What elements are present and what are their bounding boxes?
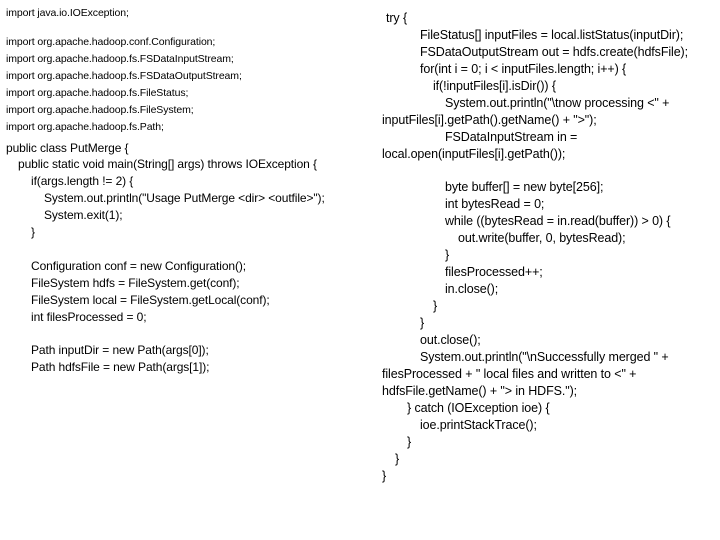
code-line: hdfsFile.getName() + "> in HDFS."); xyxy=(382,384,578,398)
import-line: import org.apache.hadoop.fs.FileSystem; xyxy=(6,104,194,116)
code-line: filesProcessed + " local files and written to <" + xyxy=(382,367,637,381)
code-line: out.write(buffer, 0, bytesRead); xyxy=(458,231,626,245)
code-line: } xyxy=(382,469,387,483)
code-line: byte buffer[] = new byte[256]; xyxy=(445,180,604,194)
import-line: import org.apache.hadoop.fs.FileStatus; xyxy=(6,87,189,99)
code-line: System.out.println("\nSuccessfully merged " + xyxy=(420,350,669,364)
code-line: System.out.println("Usage PutMerge <dir> <outfile>"); xyxy=(44,191,325,205)
code-line: if(args.length != 2) { xyxy=(31,174,134,188)
code-line: } xyxy=(31,225,35,239)
code-line: while ((bytesRead = in.read(buffer)) > 0) { xyxy=(445,214,671,228)
code-line: FSDataInputStream in = xyxy=(445,130,578,144)
code-line: for(int i = 0; i < inputFiles.length; i++) { xyxy=(420,62,627,76)
code-line: System.out.println("\tnow processing <" + xyxy=(445,96,670,110)
code-line: ioe.printStackTrace(); xyxy=(420,418,537,432)
code-line: int filesProcessed = 0; xyxy=(31,310,147,324)
code-line: FileStatus[] inputFiles = local.listStatus(inputDir); xyxy=(420,28,684,42)
code-line: FileSystem local = FileSystem.getLocal(conf); xyxy=(31,293,270,307)
import-line: import org.apache.hadoop.fs.Path; xyxy=(6,121,164,133)
code-line: Path hdfsFile = new Path(args[1]); xyxy=(31,360,210,374)
code-line: Path inputDir = new Path(args[0]); xyxy=(31,343,209,357)
main-method-declaration: public static void main(String[] args) throws IOException { xyxy=(18,157,317,171)
code-line: } xyxy=(420,316,425,330)
code-line: if(!inputFiles[i].isDir()) { xyxy=(433,79,556,93)
import-line: import org.apache.hadoop.fs.FSDataInputStream; xyxy=(6,53,234,65)
code-line: local.open(inputFiles[i].getPath()); xyxy=(382,147,566,161)
code-line: in.close(); xyxy=(445,282,499,296)
code-line: out.close(); xyxy=(420,333,481,347)
code-line: inputFiles[i].getPath().getName() + ">"); xyxy=(382,113,597,127)
code-line: } xyxy=(395,452,400,466)
import-line: import org.apache.hadoop.fs.FSDataOutputStream; xyxy=(6,70,242,82)
code-line: } xyxy=(445,248,450,262)
code-line: } catch (IOException ioe) { xyxy=(407,401,550,415)
code-line: } xyxy=(433,299,438,313)
code-line: Configuration conf = new Configuration(); xyxy=(31,259,247,273)
code-line: FSDataOutputStream out = hdfs.create(hdfsFile); xyxy=(420,45,688,59)
code-line: System.exit(1); xyxy=(44,208,123,222)
code-line: int bytesRead = 0; xyxy=(445,197,545,211)
import-line: import java.io.IOException; xyxy=(6,7,129,19)
code-line: FileSystem hdfs = FileSystem.get(conf); xyxy=(31,276,240,290)
class-declaration: public class PutMerge { xyxy=(6,141,129,155)
code-line: try { xyxy=(386,11,408,25)
code-line: } xyxy=(407,435,412,449)
import-line: import org.apache.hadoop.conf.Configuration; xyxy=(6,36,216,48)
code-line: filesProcessed++; xyxy=(445,265,543,279)
